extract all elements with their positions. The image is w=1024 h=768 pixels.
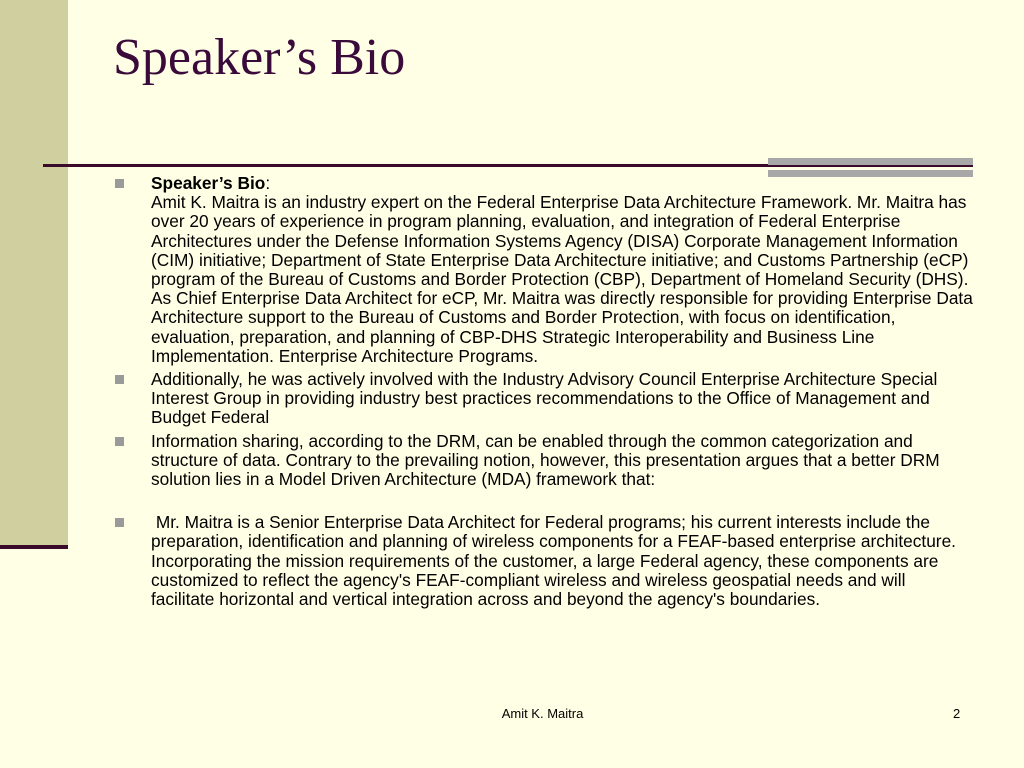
slide-title: Speaker’s Bio <box>113 29 406 86</box>
bullet-heading-suffix: : <box>265 173 271 193</box>
bullet-item <box>113 513 973 609</box>
bullet-text: Amit K. Maitra is an industry expert on the Federal Enterprise Data Architecture Framework. Mr. Maitra has over 20 years of experience in program planning, evaluation, and integration of Federal Enterprise Architectures under the Defense Information Systems Agency (DISA) Corporate Management Information (CIM) initiative; Department of State Enterprise Data Architecture initiative; and Customs Partnership (eCP) program of the Bureau of Customs and Border Protection (CBP), Department of Homeland Security (DHS). As Chief Enterprise Data Architect for eCP, Mr. Maitra was directly responsible for providing Enterprise Data Architecture support to the Bureau of Customs and Border Protection, with focus on identification, evaluation, preparation, and planning of CBP-DHS Strategic Interoperability and Business Line Implementation. Enterprise Architecture Programs. <box>151 192 973 366</box>
bullet-item <box>113 174 973 366</box>
square-bullet-icon <box>115 437 124 446</box>
bullet-item <box>113 370 973 428</box>
square-bullet-icon <box>115 518 124 527</box>
square-bullet-icon <box>115 375 124 384</box>
bullet-text: Mr. Maitra is a Senior Enterprise Data Architect for Federal programs; his current interests include the preparation, identification and planning of wireless components for a FEAF-based enterprise architecture. Incorporating the mission requirements of the customer, a large Federal agency, these components are customized to reflect the agency's FEAF-compliant wireless and wireless geospatial needs and will facilitate horizontal and vertical integration across and beyond the agency's boundaries. <box>151 512 961 610</box>
accent-bar-top <box>768 158 973 165</box>
footer-author: Amit K. Maitra <box>501 706 584 721</box>
square-bullet-icon <box>115 179 124 188</box>
bullet-item <box>113 432 973 490</box>
bullet-text: Information sharing, according to the DRM, can be enabled through the common categorization and structure of data. Contrary to the prevailing notion, however, this presentation argues that a better DRM solution lies in a Model Driven Architecture (MDA) framework that: <box>151 430 940 490</box>
left-band-underline <box>0 545 68 549</box>
page-number: 2 <box>953 706 961 721</box>
left-decorative-band <box>0 0 68 545</box>
bullet-heading: Speaker’s Bio <box>151 173 266 193</box>
bullet-text: Additionally, he was actively involved with the Industry Advisory Council Enterprise Architecture Special Interest Group in providing industry best practices recommendations to the Office of Management and Budget Federal <box>151 369 938 428</box>
slide-body <box>113 174 973 613</box>
